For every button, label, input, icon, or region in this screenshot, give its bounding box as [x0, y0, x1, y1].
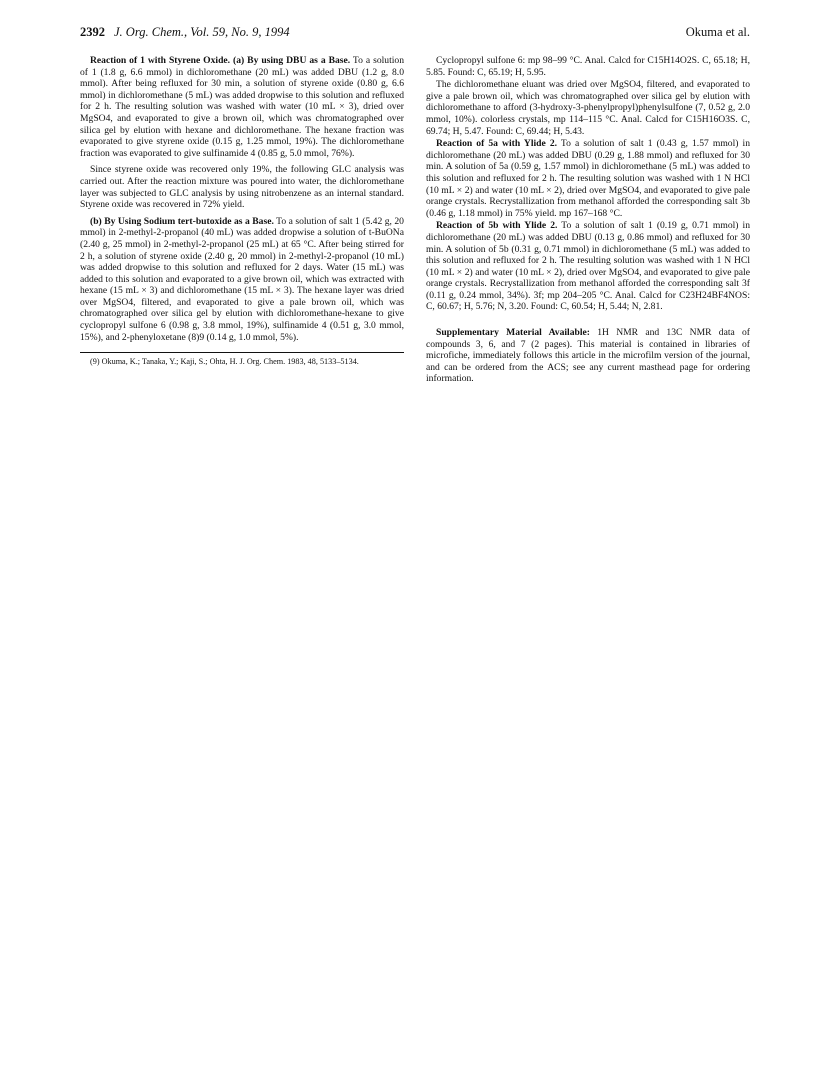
- running-authors: Okuma et al.: [685, 25, 750, 39]
- paragraph-reaction-5a: [426, 138, 750, 219]
- paragraph-text: To a solution of salt 1 (5.42 g, 20 mmol) in 2-methyl-2-propanol (40 mL) was added dropwise a solution of t-BuONa (2.40 g, 25 mmol) in 2-methyl-2-propanol (25 mL) at 65 °C. After being stirred for 2 h, a solution of styrene oxide (2.40 g, 20 mmol) in 2-methyl-2-propanol (10 mL) was added dropwise to this solution and refluxed for 2 days. Water (15 mL) was added to this solution and evaporated to a give brown oil, which was extracted with hexane (15 mL × 3) and dichloromethane (15 mL × 3). The hexane layer was dried over MgSO4, filtered, and evaporated to give a pale brown oil, which was chromatographed over silica gel by elution with dichloromethane-hexane to give cyclopropyl sulfone 6 (0.98 g, 3.8 mmol, 19%), sulfinamide 4 (0.51 g, 3.0 mmol, 15%), and 2-phenyloxetane (8)9 (0.14 g, 1.0 mmol, 5%).: [80, 215, 404, 343]
- paragraph-text: To a solution of salt 1 (0.43 g, 1.57 mmol) in dichloromethane (20 mL) was added DBU (0.29 g, 1.88 mmol) and refluxed for 30 min. A solution of 5a (0.59 g, 1.57 mmol) in dichloromethane (5 mL) was added to this solution and refluxed for 2 h. The resulting solution was washed with 1 N HCl (10 mL × 2) and water (10 mL × 2), dried over MgSO4, and evaporated to give pale orange crystals. Recrystallization from methanol afforded the corresponding salt 3b (0.46 g, 1.18 mmol) in 75% yield. mp 167–168 °C.: [426, 138, 750, 219]
- right-column: [426, 55, 750, 386]
- paragraph-text: Cyclopropyl sulfone 6: mp 98–99 °C. Anal. Calcd for C15H14O2S. C, 65.18; H, 5.85. Found: C, 65.19; H, 5.95.: [426, 55, 750, 78]
- page-number: 2392: [80, 25, 105, 39]
- journal-citation: J. Org. Chem., Vol. 59, No. 9, 1994: [114, 25, 290, 39]
- paragraph-dichloromethane-eluant: [426, 79, 750, 137]
- section-heading: Supplementary Material Available:: [436, 327, 590, 339]
- section-heading: Reaction of 5a with Ylide 2.: [436, 138, 558, 150]
- section-heading: (b) By Using Sodium tert-butoxide as a Base.: [90, 215, 274, 227]
- footnote-9: (9) Okuma, K.; Tanaka, Y.; Kaji, S.; Ohta, H. J. Org. Chem. 1983, 48, 5133–5134.: [90, 357, 359, 367]
- paragraph-text: To a solution of 1 (1.8 g, 6.6 mmol) in dichloromethane (20 mL) was added DBU (1.2 g, 8.0 mmol). After being refluxed for 30 min, a solution of styrene oxide (0.80 g, 6.6 mmol) in dichloromethane (5 mL) was added dropwise to this solution and refluxed for 2 h. The resulting solution was washed with water (10 mL × 3), dried over MgSO4, and evaporated to give a brown oil, which was chromatographed over silica gel by elution with hexane and dichloromethane. The hexane fraction was evaporated to give styrene oxide (0.15 g, 1.25 mmol, 19%). The dichloromethane fraction was evaporated to give sulfinamide 4 (0.85 g, 5.0 mmol, 76%).: [80, 55, 404, 159]
- footnote-divider: [80, 352, 404, 367]
- paragraph-sodium-tert-butoxide: [80, 216, 404, 344]
- section-heading: Reaction of 1 with Styrene Oxide. (a) By using DBU as a Base.: [90, 55, 351, 66]
- paragraph-glc-analysis: [80, 164, 404, 210]
- section-heading: Reaction of 5b with Ylide 2.: [436, 220, 558, 232]
- running-header: [80, 25, 750, 43]
- left-column: [80, 55, 404, 368]
- paragraph-text: 1H NMR and 13C NMR data of compounds 3, 6, and 7 (2 pages). This material is contained in libraries of microfiche, immediately follows this article in the microfilm version of the journal, and can be ordered from the ACS; see any current masthead page for ordering information.: [426, 327, 751, 385]
- paragraph-cyclopropyl-sulfone: [426, 55, 750, 78]
- paragraph-text: The dichloromethane eluant was dried over MgSO4, filtered, and evaporated to give a pale brown oil, which was chromatographed over silica gel by elution with dichloromethane to afford (3-hydroxy-3-phenylpropyl)phenylsulfone (7, 0.52 g, 2.0 mmol, 10%). colorless crystals, mp 114–115 °C. Anal. Calcd for C15H16O3S. C, 69.74; H, 5.47. Found: C, 69.44; H, 5.43.: [426, 79, 750, 137]
- paragraph-styrene-oxide-dbu: [80, 55, 404, 159]
- supplementary-material: [426, 327, 750, 385]
- paragraph-text: Since styrene oxide was recovered only 19%, the following GLC analysis was carried out. After the reaction mixture was poured into water, the dichloromethane layer was subjected to GLC analysis by using nitrobenzene as an internal standard. Styrene oxide was recovered in 72% yield.: [80, 164, 404, 211]
- paragraph-text: To a solution of salt 1 (0.19 g, 0.71 mmol) in dichloromethane (20 mL) was added DBU (0.13 g, 0.86 mmol) and refluxed for 30 min. A solution of 5b (0.31 g, 0.71 mmol) in dichloromethane (5 mL) was added to this solution and refluxed for 2 h. The resulting solution was washed with 1 N HCl (10 mL × 2) and water (10 mL × 2), dried over MgSO4, and evaporated to give pale orange crystals. Recrystallization from methanol afforded the corresponding salt 3f (0.11 g, 0.24 mmol, 34%). 3f; mp 204–205 °C. Anal. Calcd for C23H24BF4NOS: C, 60.67; H, 5.76; N, 3.20. Found: C, 60.54; H, 5.44; N, 2.81.: [426, 220, 751, 313]
- paragraph-reaction-5b: [426, 220, 750, 313]
